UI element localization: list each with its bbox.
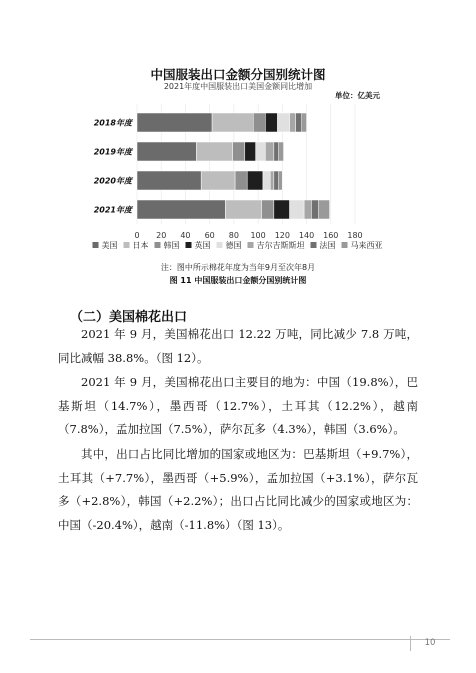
- chart-bars: [137, 113, 330, 219]
- legend-label: 韩国: [163, 241, 180, 250]
- bar-segment: [137, 113, 212, 132]
- bar-segment: [311, 200, 318, 219]
- legend-swatch: [155, 242, 161, 248]
- chart-legend: [93, 240, 383, 250]
- stacked-bar-chart: [0, 96, 476, 260]
- bar-segment: [262, 200, 274, 219]
- x-tick-label: 80: [228, 231, 239, 240]
- bar-segment: [274, 142, 279, 161]
- x-tick-label: 0: [134, 231, 140, 240]
- bar-segment: [137, 142, 196, 161]
- category-label: 2021年度: [93, 205, 132, 215]
- bar-segment: [225, 200, 261, 219]
- bar-segment: [270, 171, 274, 190]
- bar-segment: [233, 142, 245, 161]
- x-tick-label: 140: [298, 231, 315, 240]
- section-heading: （二）美国棉花出口: [70, 310, 188, 325]
- bar-segment: [235, 171, 247, 190]
- paragraph-share-changes: 其中，出口占比同比增加的国家或地区为：巴基斯坦（+9.7%），土耳其（+7.7%），墨西哥（+5.9%），孟加拉国（+3.1%），萨尔瓦多（+2.8%），韩国（+2.2%）；出口占比同比减少的国家或地区为：中国（-20.4%），越南（-11.8%）（图 13）。: [58, 447, 418, 532]
- category-label: 2020年度: [93, 176, 132, 186]
- legend-swatch: [93, 242, 99, 248]
- bar-segment: [201, 171, 235, 190]
- x-tick-label: 40: [180, 231, 191, 240]
- bar-segment: [256, 142, 266, 161]
- chart-note: 注：图中所示棉花年度为当年9月至次年8月: [160, 263, 316, 272]
- bar-segment: [196, 142, 232, 161]
- legend-label: 法国: [319, 241, 336, 250]
- bar-segment: [263, 171, 270, 190]
- legend-label: 马来西亚: [350, 241, 383, 250]
- x-tick-label: 180: [347, 231, 363, 240]
- paragraph-destinations: 2021 年 9 月，美国棉花出口主要目的地为：中国（19.8%），巴基斯坦（14.7%），墨西哥（12.7%），土耳其（12.2%），越南（7.8%），孟加拉国（7.5%），萨尔瓦多（4.3%），韩国（3.6%）。: [58, 375, 418, 436]
- chart-subtitle: 2021年度中国服装出口美国金额同比增加: [163, 82, 313, 91]
- bar-segment: [279, 171, 283, 190]
- bar-segment: [277, 113, 289, 132]
- footer-divider: [30, 639, 450, 640]
- category-label: 2018年度: [93, 118, 132, 128]
- page-number: 10: [424, 638, 436, 648]
- figure-caption: 图 11 中国服装出口金额分国别统计图: [169, 276, 307, 285]
- bar-segment: [253, 113, 265, 132]
- legend-label: 吉尔吉斯斯坦: [256, 241, 305, 250]
- x-tick-label: 120: [274, 231, 290, 240]
- paragraph-export-volume: 2021 年 9 月，美国棉花出口 12.22 万吨，同比减少 7.8 万吨，同比减幅 38.8%。（图 12）。: [58, 327, 418, 365]
- bar-segment: [290, 200, 305, 219]
- bar-segment: [274, 171, 279, 190]
- bar-segment: [296, 113, 302, 132]
- bar-segment: [304, 200, 311, 219]
- bar-segment: [247, 171, 263, 190]
- bar-segment: [274, 200, 290, 219]
- bar-segment: [290, 113, 296, 132]
- bar-segment: [137, 200, 225, 219]
- legend-swatch: [217, 242, 223, 248]
- legend-swatch: [311, 242, 317, 248]
- x-tick-label: 160: [323, 231, 339, 240]
- legend-label: 日本: [132, 241, 149, 250]
- category-label: 2019年度: [93, 147, 132, 157]
- bar-segment: [279, 142, 284, 161]
- bar-segment: [302, 113, 307, 132]
- bar-segment: [265, 113, 277, 132]
- legend-swatch: [124, 242, 130, 248]
- bar-segment: [212, 113, 253, 132]
- bar-segment: [245, 142, 256, 161]
- x-tick-label: 20: [156, 231, 167, 240]
- legend-label: 英国: [194, 241, 211, 250]
- bar-segment: [265, 142, 273, 161]
- chart-title: 中国服装出口金额分国别统计图: [150, 67, 326, 82]
- bar-segment: [137, 171, 201, 190]
- x-tick-label: 60: [204, 231, 215, 240]
- legend-swatch: [186, 242, 192, 248]
- x-tick-label: 100: [250, 231, 266, 240]
- bar-segment: [319, 200, 330, 219]
- legend-label: 美国: [101, 241, 118, 250]
- chart-unit-label: 单位：亿美元: [335, 91, 380, 100]
- legend-label: 德国: [225, 241, 242, 250]
- legend-swatch: [342, 242, 348, 248]
- legend-swatch: [248, 242, 254, 248]
